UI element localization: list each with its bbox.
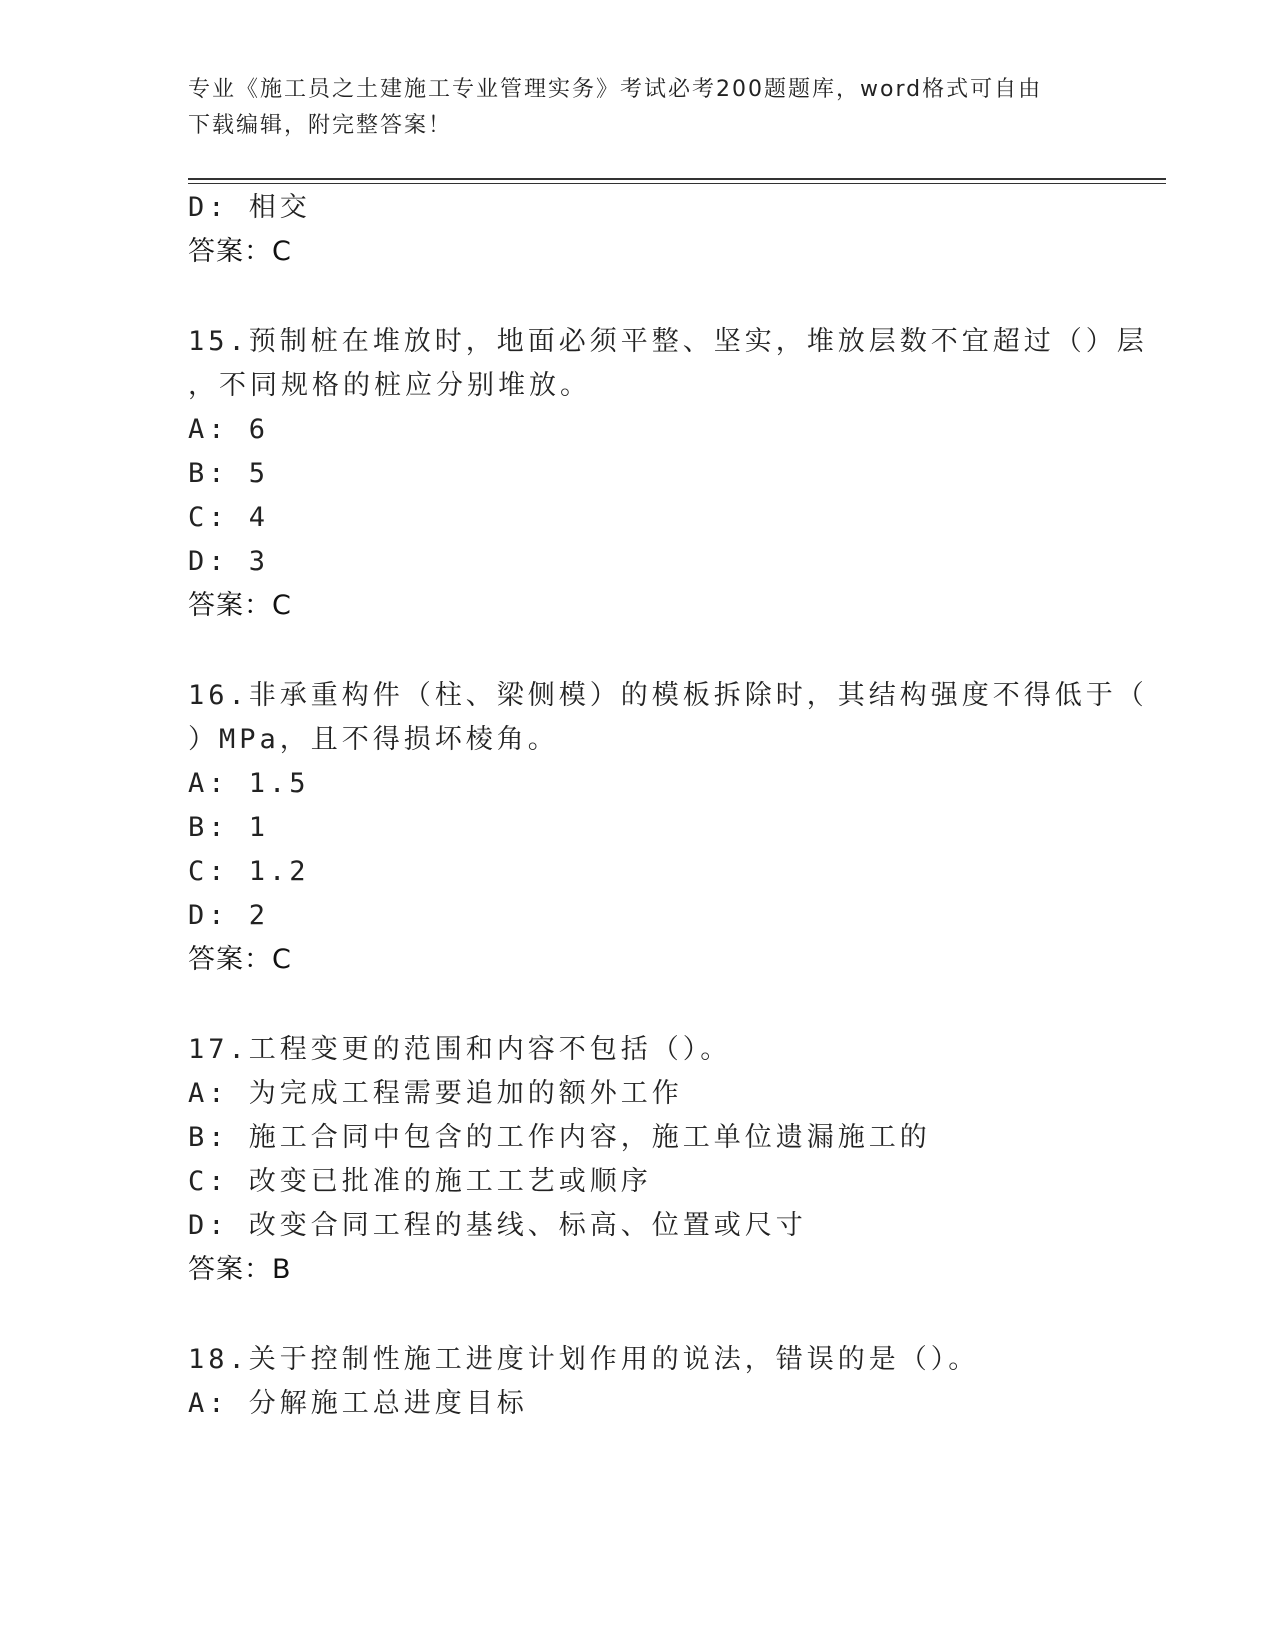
q15-stem-line-1: 15.预制桩在堆放时，地面必须平整、坚实，堆放层数不宜超过（）层 xyxy=(188,326,1148,357)
q17-option-a: A: 为完成工程需要追加的额外工作 xyxy=(188,1078,683,1109)
q15-option-b: B: 5 xyxy=(188,458,270,489)
q18-option-a: A: 分解施工总进度目标 xyxy=(188,1388,528,1419)
q17-option-b: B: 施工合同中包含的工作内容，施工单位遗漏施工的 xyxy=(188,1122,931,1153)
q17-stem-line-1: 17.工程变更的范围和内容不包括（）。 xyxy=(188,1034,732,1065)
q18-stem-line-1: 18.关于控制性施工进度计划作用的说法，错误的是（）。 xyxy=(188,1344,980,1375)
q16-option-c: C: 1.2 xyxy=(188,856,310,887)
q15-option-d: D: 3 xyxy=(188,546,270,577)
q17-option-c: C: 改变已批准的施工工艺或顺序 xyxy=(188,1166,652,1197)
header-divider xyxy=(188,178,1166,180)
prev-option-d: D: 相交 xyxy=(188,192,311,223)
header-divider-thin xyxy=(188,183,1166,184)
q16-option-a: A: 1.5 xyxy=(188,768,310,799)
q17-option-d: D: 改变合同工程的基线、标高、位置或尺寸 xyxy=(188,1210,807,1241)
q16-option-d: D: 2 xyxy=(188,900,270,931)
q16-stem-line-2: ）MPa，且不得损坏棱角。 xyxy=(188,724,559,755)
q15-answer: 答案：C xyxy=(188,590,292,621)
prev-answer: 答案：C xyxy=(188,236,292,267)
header-line-2: 下载编辑，附完整答案！ xyxy=(188,113,453,138)
q15-stem-line-2: ，不同规格的桩应分别堆放。 xyxy=(188,370,591,401)
q17-answer: 答案：B xyxy=(188,1254,292,1285)
q16-option-b: B: 1 xyxy=(188,812,270,843)
q15-option-a: A: 6 xyxy=(188,414,270,445)
document-header xyxy=(188,72,1088,144)
header-line-1: 专业《施工员之土建施工专业管理实务》考试必考200题题库，word格式可自由 xyxy=(188,77,1043,102)
q16-stem-line-1: 16.非承重构件（柱、梁侧模）的模板拆除时，其结构强度不得低于（ xyxy=(188,680,1148,711)
q16-answer: 答案：C xyxy=(188,944,292,975)
q15-option-c: C: 4 xyxy=(188,502,270,533)
